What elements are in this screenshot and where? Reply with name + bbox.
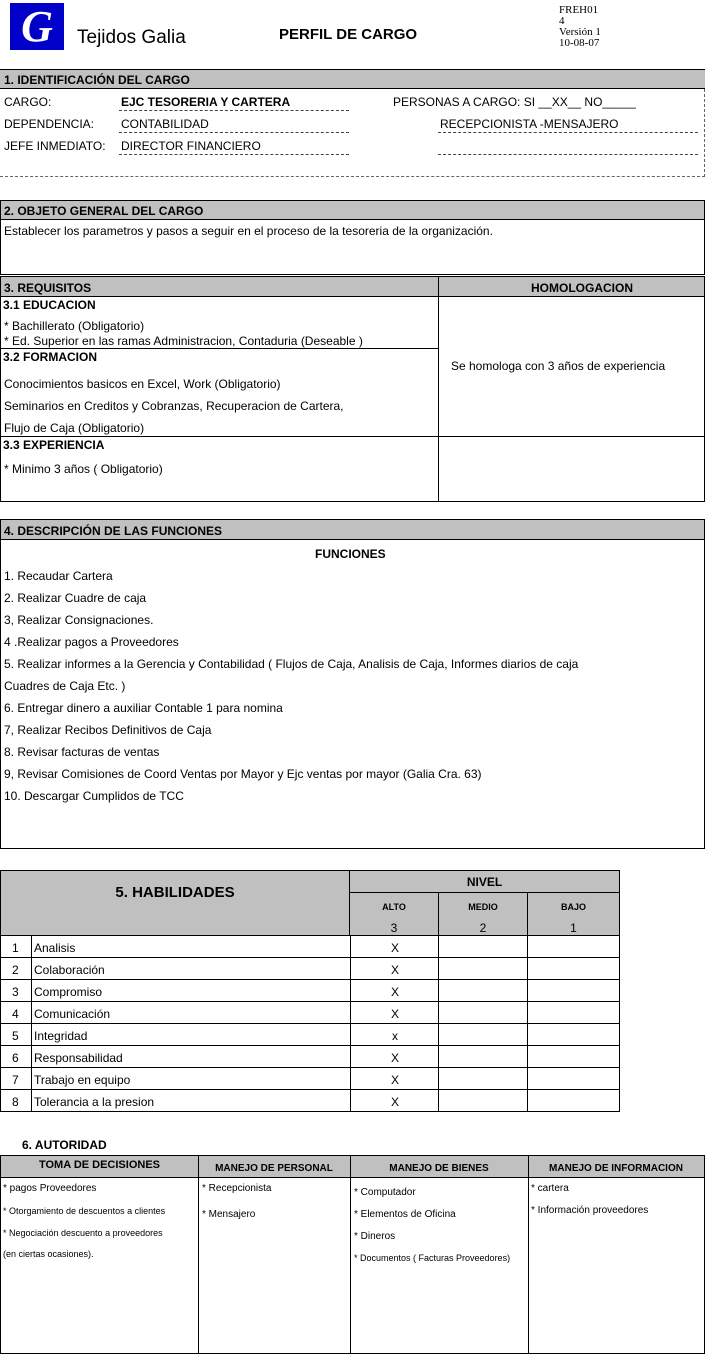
dependencia-underline xyxy=(119,132,349,133)
funcion-line: 3, Realizar Consignaciones. xyxy=(4,613,154,627)
alto-label: ALTO xyxy=(382,902,406,912)
decision-item: (en ciertas ocasiones). xyxy=(3,1249,94,1259)
dependencia-value: CONTABILIDAD xyxy=(121,117,209,131)
funcion-line: Cuadres de Caja Etc. ) xyxy=(4,679,126,693)
bajo-number xyxy=(527,921,620,936)
experiencia-separator xyxy=(0,436,705,437)
autoridad-col-line xyxy=(198,1156,199,1353)
page-title: PERFIL DE CARGO xyxy=(279,26,418,43)
jefe-right-underline xyxy=(438,154,698,155)
objeto-general-text: Establecer los parametros y pasos a seguir en el proceso de la tesoreria de la organización. xyxy=(4,224,493,238)
homologacion-title: HOMOLOGACION xyxy=(531,281,633,295)
jefe-underline xyxy=(119,154,349,155)
col-manejo-informacion xyxy=(528,1156,704,1178)
row-number: 8 xyxy=(12,1095,19,1109)
section-4-header xyxy=(0,519,705,540)
experiencia-title: 3.3 EXPERIENCIA xyxy=(3,438,105,452)
bienes-item: * Elementos de Oficina xyxy=(354,1209,456,1220)
section-4-title: 4. DESCRIPCIÓN DE LAS FUNCIONES xyxy=(4,524,223,538)
medio-col-line xyxy=(438,936,439,1112)
alto-mark: X xyxy=(391,985,400,999)
funcion-line: 4 .Realizar pagos a Proveedores xyxy=(4,635,179,649)
personas-a-cargo: PERSONAS A CARGO: SI __XX__ NO_____ xyxy=(393,95,636,109)
decision-item: * Negociación descuento a proveedores xyxy=(3,1228,163,1238)
alto-col-line xyxy=(350,936,351,1112)
informacion-item: * Información proveedores xyxy=(531,1205,649,1216)
educacion-title: 3.1 EDUCACION xyxy=(3,298,96,312)
col-toma-decisiones-label: TOMA DE DECISIONES xyxy=(38,1159,161,1171)
formacion-title: 3.2 FORMACION xyxy=(3,350,98,364)
row-number: 2 xyxy=(12,963,19,977)
alto-mark: X xyxy=(391,1095,400,1109)
col-manejo-informacion-label: MANEJO DE INFORMACION xyxy=(549,1163,683,1174)
cargo-underline xyxy=(119,110,349,111)
skill-name: Trabajo en equipo xyxy=(34,1073,131,1087)
bajo-label: BAJO xyxy=(560,902,586,912)
section-3-header xyxy=(0,276,705,297)
section-3-divider xyxy=(438,276,439,502)
habilidades-subheader xyxy=(0,914,350,936)
funciones-subtitle: FUNCIONES xyxy=(315,547,386,561)
jefe-value: DIRECTOR FINANCIERO xyxy=(121,139,261,153)
funcion-line: 2. Realizar Cuadre de caja xyxy=(4,591,147,605)
medio-header xyxy=(438,892,528,922)
skill-name: Colaboración xyxy=(34,963,105,977)
formacion-item-1: Conocimientos basicos en Excel, Work (Obligatorio) xyxy=(4,377,281,391)
homologacion-text: Se homologa con 3 años de experiencia xyxy=(451,359,666,373)
alto-number xyxy=(350,921,439,936)
col-toma-decisiones xyxy=(1,1156,198,1178)
row-number: 3 xyxy=(12,985,19,999)
skill-name: Compromiso xyxy=(34,985,103,999)
alto-mark: X xyxy=(391,941,400,955)
section-2-header xyxy=(0,200,705,220)
autoridad-col-line xyxy=(350,1156,351,1353)
doc-date: 10-08-07 xyxy=(559,37,600,49)
funcion-line: 7, Realizar Recibos Definitivos de Caja xyxy=(4,723,212,737)
col-manejo-bienes xyxy=(350,1156,528,1178)
bienes-item: * Dineros xyxy=(354,1231,396,1242)
experiencia-item-1: * Minimo 3 años ( Obligatorio) xyxy=(4,462,163,476)
row-number: 1 xyxy=(12,941,19,955)
jefe-label: JEFE INMEDIATO: xyxy=(4,139,106,153)
alto-header xyxy=(350,892,439,922)
habilidades-table xyxy=(0,870,620,1112)
autoridad-col-line xyxy=(528,1156,529,1353)
alto-mark: X xyxy=(391,1051,400,1065)
habilidades-rows xyxy=(0,936,620,1112)
company-logo xyxy=(10,3,64,50)
funcion-line: 5. Realizar informes a la Gerencia y Contabilidad ( Flujos de Caja, Analisis de Caja, Informes diarios de caja xyxy=(4,657,579,671)
alto-mark: X xyxy=(391,1073,400,1087)
alto-mark: x xyxy=(392,1029,398,1043)
company-name: Tejidos Galia xyxy=(77,27,186,48)
formacion-item-2: Seminarios en Creditos y Cobranzas, Recuperacion de Cartera, xyxy=(4,399,344,413)
alto-mark: X xyxy=(391,1007,400,1021)
funcion-line: 1. Recaudar Cartera xyxy=(4,569,113,583)
skill-name: Integridad xyxy=(34,1029,88,1043)
cargo-label: CARGO: xyxy=(4,95,52,109)
personas-value: RECEPCIONISTA -MENSAJERO xyxy=(440,117,619,131)
medio-number xyxy=(438,921,528,936)
decision-item: * Otorgamiento de descuentos a clientes xyxy=(3,1206,166,1216)
col-manejo-bienes-label: MANEJO DE BIENES xyxy=(389,1163,489,1174)
section-1-header xyxy=(0,69,705,89)
funcion-line: 8. Revisar facturas de ventas xyxy=(4,745,160,759)
funcion-line: 6. Entregar dinero a auxiliar Contable 1 para nomina xyxy=(4,701,283,715)
personas-underline xyxy=(438,132,698,133)
medio-value: 2 xyxy=(479,921,487,935)
doc-code: FREH01 xyxy=(559,4,599,16)
bajo-value: 1 xyxy=(570,921,577,935)
medio-label: MEDIO xyxy=(468,902,498,912)
alto-value: 3 xyxy=(390,921,398,935)
habilidades-title-cell xyxy=(0,870,350,915)
personal-item: * Recepcionista xyxy=(202,1183,272,1194)
nivel-label: NIVEL xyxy=(466,874,503,889)
skill-name: Tolerancia a la presion xyxy=(34,1095,155,1109)
educacion-item-1: * Bachillerato (Obligatorio) xyxy=(4,319,145,333)
formacion-item-3: Flujo de Caja (Obligatorio) xyxy=(4,421,145,435)
alto-mark: X xyxy=(391,963,400,977)
personal-item: * Mensajero xyxy=(202,1209,256,1220)
funcion-line: 10. Descargar Cumplidos de TCC xyxy=(4,789,184,803)
row-number: 4 xyxy=(12,1007,19,1021)
num-col-line xyxy=(31,936,32,1112)
section-1-title: 1. IDENTIFICACIÓN DEL CARGO xyxy=(4,73,190,87)
section-3-title: 3. REQUISITOS xyxy=(4,281,92,295)
bienes-item: * Documentos ( Facturas Proveedores) xyxy=(354,1253,511,1263)
col-manejo-personal xyxy=(198,1156,350,1178)
dependencia-label: DEPENDENCIA: xyxy=(4,117,95,131)
informacion-item: * cartera xyxy=(531,1183,569,1194)
educacion-separator xyxy=(0,348,439,349)
section-2-title: 2. OBJETO GENERAL DEL CARGO xyxy=(4,204,204,218)
autoridad-table xyxy=(0,1155,705,1354)
row-number: 7 xyxy=(12,1073,19,1087)
skill-name: Comunicación xyxy=(34,1007,111,1021)
bienes-item: * Computador xyxy=(354,1187,416,1198)
doc-code-number: 4 xyxy=(559,15,565,27)
col-manejo-personal-label: MANEJO DE PERSONAL xyxy=(215,1163,333,1174)
row-number: 5 xyxy=(12,1029,19,1043)
decision-item: * pagos Proveedores xyxy=(3,1183,97,1194)
funcion-line: 9, Revisar Comisiones de Coord Ventas por Mayor y Ejc ventas por mayor (Galia Cra. 63) xyxy=(4,767,482,781)
logo-letter: G xyxy=(21,1,53,51)
habilidades-title: 5. HABILIDADES xyxy=(115,884,235,901)
bajo-header xyxy=(527,892,620,922)
educacion-item-2: * Ed. Superior en las ramas Administracion, Contaduria (Deseable ) xyxy=(4,334,363,348)
nivel-header xyxy=(350,870,620,893)
cargo-value: EJC TESORERIA Y CARTERA xyxy=(121,95,291,109)
bajo-col-line xyxy=(527,936,528,1112)
skill-name: Responsabilidad xyxy=(34,1051,123,1065)
row-number: 6 xyxy=(12,1051,19,1065)
autoridad-title: 6. AUTORIDAD xyxy=(22,1138,107,1152)
doc-version: Versión 1 xyxy=(559,26,601,38)
skill-name: Analisis xyxy=(34,941,76,955)
